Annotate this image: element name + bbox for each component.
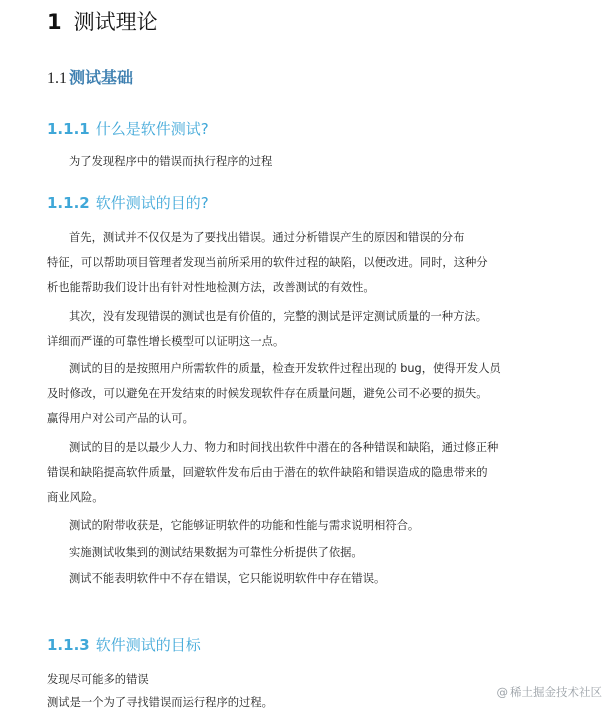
paragraph-line: 首先，测试并不仅仅是为了要找出错误。通过分析错误产生的原因和错误的分布 — [69, 231, 465, 244]
purpose-paragraph-2 — [47, 304, 567, 354]
chapter-heading — [47, 8, 158, 36]
subsection-number: 1.1.2 — [47, 194, 90, 212]
subsection-title: 软件测试的目标 — [95, 636, 201, 654]
section-heading — [47, 66, 133, 91]
paragraph-line: 析也能帮助我们设计出有针对性地检测方法，改善测试的有效性。 — [47, 281, 375, 294]
paragraph-line: 测试是一个为了寻找错误而运行程序的过程。 — [47, 696, 273, 709]
paragraph-line: 实施测试收集到的测试结果数据为可靠性分析提供了依据。 — [69, 546, 363, 559]
purpose-paragraph-3 — [47, 356, 567, 431]
purpose-paragraph-7 — [47, 566, 567, 591]
paragraph-line: 错误和缺陷提高软件质量，回避软件发布后由于潜在的软件缺陷和错误造成的隐患带来的 — [47, 466, 488, 479]
goal-paragraph — [47, 668, 567, 714]
paragraph-line: 测试的目的是以最少人力、物力和时间找出软件中潜在的各种错误和缺陷，通过修正种 — [69, 441, 499, 454]
purpose-paragraph-1 — [47, 225, 567, 300]
paragraph-line: 测试的目的是按照用户所需软件的质量，检查开发软件过程出现的 bug，使得开发人员 — [69, 362, 501, 375]
paragraph-line: 特征，可以帮助项目管理者发现当前所采用的软件过程的缺陷，以便改进。同时，这种分 — [47, 256, 488, 269]
definition-paragraph — [47, 149, 567, 174]
subsection-number: 1.1.3 — [47, 636, 90, 654]
purpose-paragraph-6 — [47, 540, 567, 565]
subsection-title: 软件测试的目的? — [95, 194, 209, 212]
subsection-number: 1.1.1 — [47, 120, 90, 138]
purpose-paragraph-5 — [47, 513, 567, 538]
paragraph-line: 详细而严谨的可靠性增长模型可以证明这一点。 — [47, 335, 285, 348]
watermark-text: 稀土掘金技术社区 — [510, 685, 602, 699]
section-number: 1.1 — [47, 70, 67, 87]
paragraph-line: 及时修改，可以避免在开发结束的时候发现软件存在质量问题，避免公司不必要的损失。 — [47, 387, 488, 400]
subsection-title: 什么是软件测试? — [95, 120, 209, 138]
at-symbol-icon: @ — [496, 685, 508, 699]
paragraph-line: 测试不能表明软件中不存在错误，它只能说明软件中存在错误。 — [69, 572, 386, 585]
subsection-heading-1-1-1 — [47, 118, 209, 140]
chapter-title: 测试理论 — [73, 10, 158, 34]
subsection-heading-1-1-3 — [47, 634, 201, 656]
paragraph-line: 商业风险。 — [47, 491, 104, 504]
paragraph-line: 其次，没有发现错误的测试也是有价值的，完整的测试是评定测试质量的一种方法。 — [69, 310, 487, 323]
paragraph-line: 发现尽可能多的错误 — [47, 673, 149, 686]
purpose-paragraph-4 — [47, 435, 567, 510]
paragraph-line: 为了发现程序中的错误而执行程序的过程 — [69, 155, 273, 168]
subsection-heading-1-1-2 — [47, 192, 209, 214]
paragraph-line: 测试的附带收获是，它能够证明软件的功能和性能与需求说明相符合。 — [69, 519, 420, 532]
chapter-number: 1 — [47, 10, 62, 34]
section-title: 测试基础 — [69, 68, 134, 87]
paragraph-line: 赢得用户对公司产品的认可。 — [47, 412, 194, 425]
watermark — [497, 683, 603, 701]
